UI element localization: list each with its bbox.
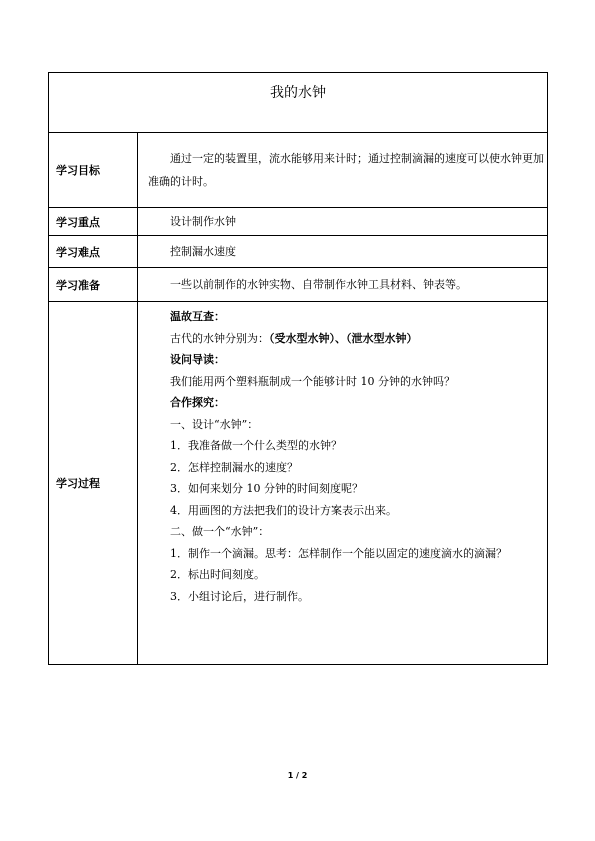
review-prefix: 古代的水钟分别为： (170, 331, 269, 345)
goal-cell (138, 133, 548, 208)
explore-heading: 合作探究： (170, 396, 225, 409)
review-answer: （受水型水钟）、（泄水型水钟） (269, 331, 418, 345)
process-row (49, 302, 548, 665)
part1-item: 2．怎样控制漏水的速度？ (170, 460, 298, 474)
preparation-label: 学习准备 (49, 268, 138, 302)
part1-item: 1．我准备做一个什么类型的水钟？ (170, 439, 342, 452)
preparation-row (49, 268, 548, 302)
guide-question: 我们能用两个塑料瓶制成一个能够计时 10 分钟的水钟吗？ (170, 374, 455, 388)
part1-title: 一、设计“水钟”： (170, 417, 259, 431)
part1-item: 3．如何来划分 10 分钟的时间刻度呢？ (170, 482, 363, 495)
part1-item: 4．用画图的方法把我们的设计方案表示出来。 (170, 503, 397, 517)
preparation-text: 一些以前制作的水钟实物、自带制作水钟工具材料、钟表等。 (138, 268, 548, 302)
page-number: 1 / 2 (287, 771, 308, 780)
part2-item: 2．标出时间刻度。 (170, 568, 265, 581)
focus-label: 学习重点 (49, 208, 138, 236)
title-row (49, 73, 548, 133)
goal-label: 学习目标 (49, 133, 138, 208)
difficulty-label: 学习难点 (49, 236, 138, 268)
difficulty-text: 控制漏水速度 (138, 236, 548, 268)
focus-text: 设计制作水钟 (138, 208, 548, 236)
review-line (170, 328, 541, 350)
difficulty-row (49, 236, 548, 268)
review-heading: 温故互查： (170, 310, 225, 323)
part2-title: 二、做一个“水钟”： (170, 525, 270, 538)
process-cell (138, 302, 548, 665)
title-cell (49, 73, 548, 133)
guide-heading: 设问导读： (170, 353, 225, 366)
page-title: 我的水钟 (270, 85, 326, 101)
lesson-table (48, 72, 548, 665)
goal-text: 通过一定的装置里，流水能够用来计时；通过控制滴漏的速度可以使水钟更加准确的计时。 (148, 152, 544, 188)
part2-item: 1．制作一个滴漏。思考：怎样制作一个能以固定的速度滴水的滴漏？ (170, 546, 507, 560)
goal-row (49, 133, 548, 208)
process-label: 学习过程 (49, 302, 138, 665)
focus-row (49, 208, 548, 236)
part2-item: 3．小组讨论后，进行制作。 (170, 589, 309, 603)
